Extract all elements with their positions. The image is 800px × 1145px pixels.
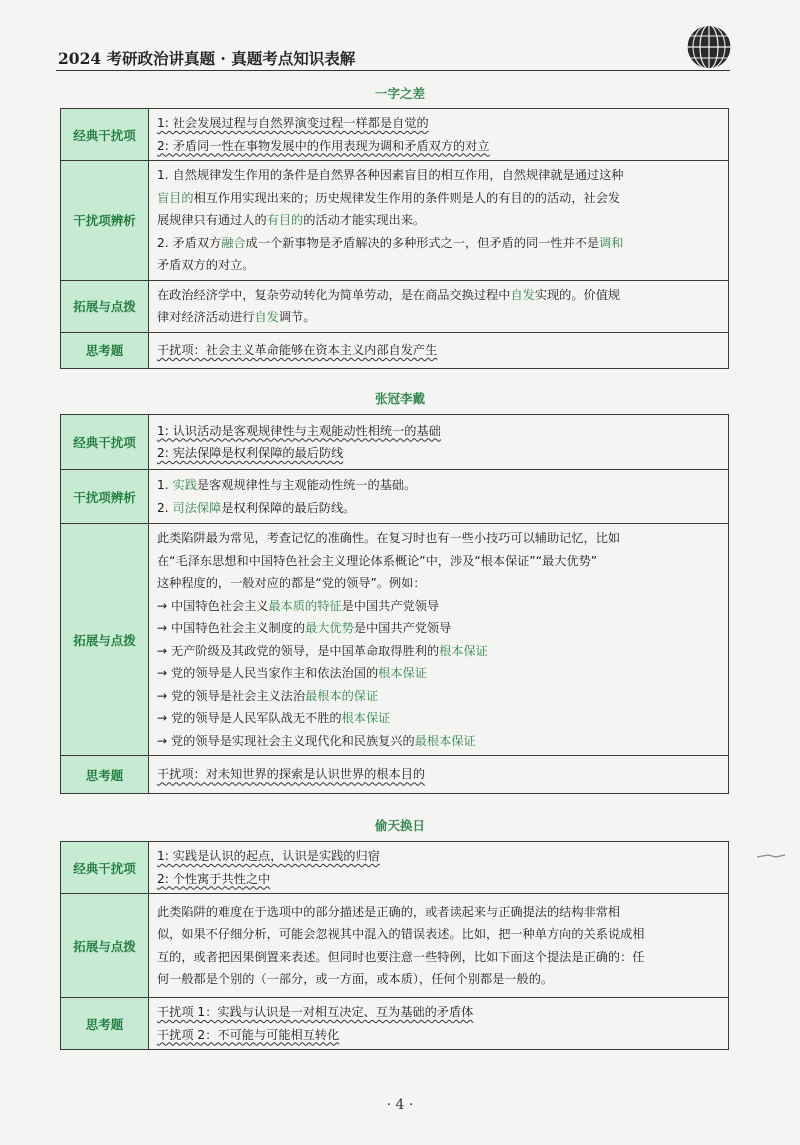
arrow-icon: → (157, 666, 168, 680)
text-line (157, 550, 720, 573)
analysis-text (149, 470, 729, 524)
text-segment: 党的领导是社会主义法治 (171, 688, 306, 703)
interference-item: 1: 社会发展过程与自然界演变过程一样都是自觉的 (157, 116, 429, 130)
text-line (157, 164, 720, 187)
text-line (157, 209, 720, 232)
highlight-term: 最根本的保证 (305, 688, 379, 703)
text-line (157, 968, 720, 991)
extension-text (149, 894, 729, 998)
text-line (157, 617, 720, 640)
text-segment: 似，如果不仔细分析，可能会忽视其中混入的错误表述。比如，把一种单方向的关系说成相 (157, 927, 645, 941)
label-interference: 经典干扰项 (61, 842, 149, 894)
text-line (157, 284, 720, 307)
text-segment: 调节。 (278, 310, 316, 324)
text-line (157, 572, 720, 595)
page-header (0, 0, 800, 78)
arrow-icon: → (157, 621, 168, 635)
highlight-term: 调和 (599, 235, 624, 250)
text-line (157, 685, 720, 708)
header-title: 2024 考研政治讲真题 · 真题考点知识表解 (58, 49, 356, 68)
section-title-1: 一字之差 (374, 86, 425, 101)
interference-items (149, 109, 729, 161)
highlight-term: 最本质的特征 (268, 598, 342, 613)
highlight-term: 根本保证 (439, 643, 488, 658)
label-think: 思考题 (61, 756, 149, 794)
text-segment: 1. 自然规律发生作用的条件是自然界各种因素盲目的相互作用，自然规律就是通过这种 (157, 168, 624, 182)
extension-text (149, 524, 729, 756)
text-segment: 中国特色社会主义 (171, 598, 269, 613)
think-item: 干扰项 2：不可能与可能相互转化 (157, 1027, 340, 1042)
section-title-2: 张冠李戴 (374, 391, 425, 406)
arrow-icon: → (157, 711, 168, 725)
highlight-term: 融合 (221, 235, 246, 250)
text-segment: 的活动才能实现出来。 (303, 213, 426, 227)
text-segment: 是权利保障的最后防线。 (221, 500, 356, 515)
text-line (157, 232, 720, 255)
text-line (157, 923, 720, 946)
text-segment: 展规律只有通过人的 (157, 213, 267, 227)
text-segment: 在政治经济学中，复杂劳动转化为简单劳动，是在商品交换过程中 (157, 287, 511, 302)
arrow-icon: → (157, 598, 168, 613)
text-segment: 是中国共产党领导 (353, 621, 452, 635)
text-segment: 实现的。价值规 (534, 287, 621, 302)
page-number: · 4 · (386, 1097, 414, 1113)
text-segment: 中国特色社会主义制度的 (171, 621, 306, 635)
text-segment: 相互作用实现出来的；历史规律发生作用的条件则是人的有目的的活动，社会发 (193, 190, 621, 205)
text-line (157, 946, 720, 969)
think-item: 干扰项：社会主义革命能够在资本主义内部自发产生 (157, 342, 438, 357)
highlight-term: 最根本保证 (414, 733, 476, 748)
text-line (157, 474, 720, 497)
text-segment: 无产阶级及其政党的领导，是中国革命取得胜利的 (171, 643, 440, 658)
extension-text (149, 280, 729, 332)
think-item: 干扰项：对未知世界的探索是认识世界的根本目的 (157, 767, 426, 782)
text-segment: 此类陷阱的难度在于选项中的部分描述是正确的，或者读起来与正确提法的结构非常相 (157, 904, 621, 919)
text-segment: 这种程度的，一般对应的都是“党的领导”。例如： (157, 576, 426, 590)
text-line (157, 306, 720, 329)
highlight-term: 盲目的 (157, 190, 194, 205)
text-segment: 是中国共产党领导 (341, 598, 440, 613)
text-line (157, 595, 720, 618)
label-analysis: 干扰项辨析 (61, 161, 149, 281)
globe-logo-icon (684, 22, 734, 72)
text-line (157, 497, 720, 520)
section-table-2 (60, 414, 729, 794)
text-line (157, 730, 720, 753)
text-segment: 党的领导是人民当家作主和依法治国的 (171, 666, 379, 680)
highlight-term: 自发 (510, 287, 535, 302)
text-segment: 互的，或者把因果倒置来表述。但同时也要注意一些特例，比如下面这个提法是正确的：任 (157, 949, 645, 964)
text-segment: 成一个新事物是矛盾解决的多种形式之一，但矛盾的同一性并不是 (245, 235, 600, 250)
label-think: 思考题 (61, 998, 149, 1050)
highlight-term: 最大优势 (305, 621, 354, 635)
text-segment: 党的领导是实现社会主义现代化和民族复兴的 (171, 733, 415, 748)
interference-items (149, 415, 729, 470)
text-line (157, 707, 720, 730)
text-line (157, 640, 720, 663)
text-line (157, 527, 720, 550)
label-analysis: 干扰项辨析 (61, 470, 149, 524)
text-segment: 党的领导是人民军队战无不胜的 (171, 711, 342, 725)
highlight-term: 自发 (254, 310, 279, 324)
text-segment: 1. (157, 478, 173, 492)
text-segment: 此类陷阱最为常见，考查记忆的准确性。在复习时也有一些小技巧可以辅助记忆，比如 (157, 531, 621, 545)
arrow-icon: → (157, 733, 168, 748)
label-think: 思考题 (61, 332, 149, 368)
label-extension: 拓展与点拨 (61, 280, 149, 332)
text-segment: 在“毛泽东思想和中国特色社会主义理论体系概论”中，涉及“根本保证”“最大优势” (157, 553, 598, 568)
think-items (149, 756, 729, 794)
highlight-term: 司法保障 (172, 500, 222, 515)
label-interference: 经典干扰项 (61, 109, 149, 161)
section-table-3 (60, 841, 729, 1050)
highlight-term: 实践 (172, 478, 197, 492)
text-segment: 矛盾双方的对立。 (157, 258, 255, 272)
section-title-3: 偷天换日 (374, 818, 425, 833)
text-segment: 何一般都是个别的（一部分，或一方面，或本质），任何个别都是一般的。 (157, 972, 554, 986)
interference-item: 2: 矛盾同一性在事物发展中的作用表现为调和矛盾双方的对立 (157, 138, 490, 153)
highlight-term: 根本保证 (378, 666, 427, 680)
arrow-icon: → (157, 643, 168, 658)
text-segment: 2. 矛盾双方 (157, 235, 222, 250)
interference-item: 1: 认识活动是客观规律性与主观能动性相统一的基础 (157, 423, 441, 438)
text-segment: 2. (157, 500, 173, 515)
interference-item: 2: 个性寓于共性之中 (157, 871, 271, 886)
text-line (157, 254, 720, 277)
text-segment: 是客观规律性与主观能动性统一的基础。 (196, 478, 417, 492)
highlight-term: 有目的 (266, 213, 304, 227)
scan-mark-decoration (756, 851, 786, 861)
analysis-text (149, 161, 729, 281)
arrow-icon: → (157, 688, 168, 703)
interference-item: 1: 实践是认识的起点，认识是实践的归宿 (157, 849, 380, 863)
think-item: 干扰项 1：实践与认识是一对相互决定、互为基础的矛盾体 (157, 1005, 474, 1019)
text-segment: 律对经济活动进行 (157, 310, 255, 324)
text-line (157, 662, 720, 685)
think-items (149, 998, 729, 1050)
interference-items (149, 842, 729, 894)
highlight-term: 根本保证 (341, 711, 391, 725)
label-interference: 经典干扰项 (61, 415, 149, 470)
think-items (149, 332, 729, 368)
label-extension: 拓展与点拨 (61, 894, 149, 998)
text-line (157, 187, 720, 210)
text-line (157, 901, 720, 924)
section-table-1 (60, 108, 729, 369)
interference-item: 2: 宪法保障是权利保障的最后防线 (157, 446, 344, 460)
label-extension: 拓展与点拨 (61, 524, 149, 756)
header-rule (56, 70, 730, 71)
